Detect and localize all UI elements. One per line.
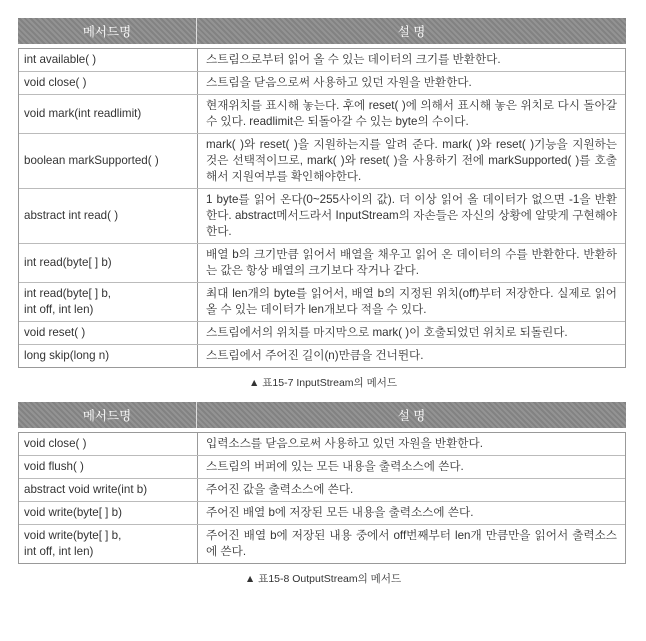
method-name-cell: abstract int read( ) xyxy=(19,189,198,243)
table-row xyxy=(19,133,625,188)
table-row xyxy=(19,49,625,71)
method-name-cell: int read(byte[ ] b) xyxy=(19,244,198,282)
description-cell: 스트림의 버퍼에 있는 모든 내용을 출력소스에 쓴다. xyxy=(206,460,464,473)
table-row xyxy=(19,321,625,344)
table-row xyxy=(19,478,625,501)
description-cell: 1 byte를 읽어 온다(0~255사이의 값). 더 이상 읽어 올 데이터가 없으면 -1을 반환한다. abstract메서드라서 InputStream의 자손들은 자신의 상황에 알맞게 구현해야한다. xyxy=(206,193,617,238)
table-row xyxy=(19,188,625,243)
inputstream-methods-table xyxy=(18,18,626,368)
method-name-cell: int available( ) xyxy=(19,49,198,71)
table-row xyxy=(19,344,625,367)
table-row xyxy=(19,282,625,321)
description-cell: 주어진 값을 출력소스에 쓴다. xyxy=(206,483,354,496)
description-cell: mark( )와 reset( )을 지원하는지를 알려 준다. mark( )와 reset( )기능을 지원하는 것은 선택적이므로, mark( )와 reset( )을 사용하기 전에 markSupported( )를 호출해서 지원여부를 확인해야한다. xyxy=(206,138,617,183)
method-name-cell: void close( ) xyxy=(19,433,198,455)
description-cell: 주어진 배열 b에 저장된 내용 중에서 off번째부터 len개 만큼만을 읽어서 출력소스에 쓴다. xyxy=(206,529,617,558)
method-name-cell: void flush( ) xyxy=(19,456,198,478)
description-cell: 스트림으로부터 읽어 올 수 있는 데이터의 크기를 반환한다. xyxy=(206,53,501,66)
description-cell: 배열 b의 크기만큼 읽어서 배열을 채우고 읽어 온 데이터의 수를 반환한다. 반환하는 값은 항상 배열의 크기보다 작거나 같다. xyxy=(206,248,617,277)
method-name-cell: void reset( ) xyxy=(19,322,198,344)
table-row xyxy=(19,94,625,133)
table-header xyxy=(18,18,626,44)
description-cell: 스트림에서의 위치를 마지막으로 mark( )이 호출되었던 위치로 되돌린다. xyxy=(206,326,568,339)
method-name-cell: void write(byte[ ] b) xyxy=(19,502,198,524)
method-name-cell: int read(byte[ ] b, int off, int len) xyxy=(19,283,198,321)
table-header xyxy=(18,402,626,428)
table-body xyxy=(18,432,626,564)
header-description: 설 명 xyxy=(397,25,426,39)
table-caption: ▲ 표15-7 InputStream의 메서드 xyxy=(248,377,398,389)
table-row xyxy=(19,501,625,524)
outputstream-methods-table xyxy=(18,402,626,564)
table-row xyxy=(19,71,625,94)
table-row xyxy=(19,524,625,563)
description-cell: 스트림에서 주어진 길이(n)만큼을 건너뛴다. xyxy=(206,349,424,362)
header-method-name: 메서드명 xyxy=(18,18,197,44)
description-cell: 스트림을 닫음으로써 사용하고 있던 자원을 반환한다. xyxy=(206,76,472,89)
table-row xyxy=(19,455,625,478)
table-caption: ▲ 표15-8 OutputStream의 메서드 xyxy=(244,573,402,585)
description-cell: 주어진 배열 b에 저장된 모든 내용을 출력소스에 쓴다. xyxy=(206,506,474,519)
description-cell: 최대 len개의 byte를 읽어서, 배열 b의 지정된 위치(off)부터 저장한다. 실제로 읽어 올 수 있는 데이터가 len개보다 적을 수 있다. xyxy=(206,287,617,316)
table-body xyxy=(18,48,626,368)
method-name-cell: long skip(long n) xyxy=(19,345,198,367)
method-name-cell: boolean markSupported( ) xyxy=(19,134,198,188)
table-row xyxy=(19,243,625,282)
header-description: 설 명 xyxy=(397,409,426,423)
method-name-cell: abstract void write(int b) xyxy=(19,479,198,501)
header-method-name: 메서드명 xyxy=(18,402,197,428)
method-name-cell: void write(byte[ ] b, int off, int len) xyxy=(19,525,198,563)
method-name-cell: void mark(int readlimit) xyxy=(19,95,198,133)
description-cell: 입력소스를 닫음으로써 사용하고 있던 자원을 반환한다. xyxy=(206,437,483,450)
table-row xyxy=(19,433,625,455)
method-name-cell: void close( ) xyxy=(19,72,198,94)
description-cell: 현재위치를 표시해 놓는다. 후에 reset( )에 의해서 표시해 놓은 위치로 다시 돌아갈 수 있다. readlimit은 되돌아갈 수 있는 byte의 수이다. xyxy=(206,99,617,128)
